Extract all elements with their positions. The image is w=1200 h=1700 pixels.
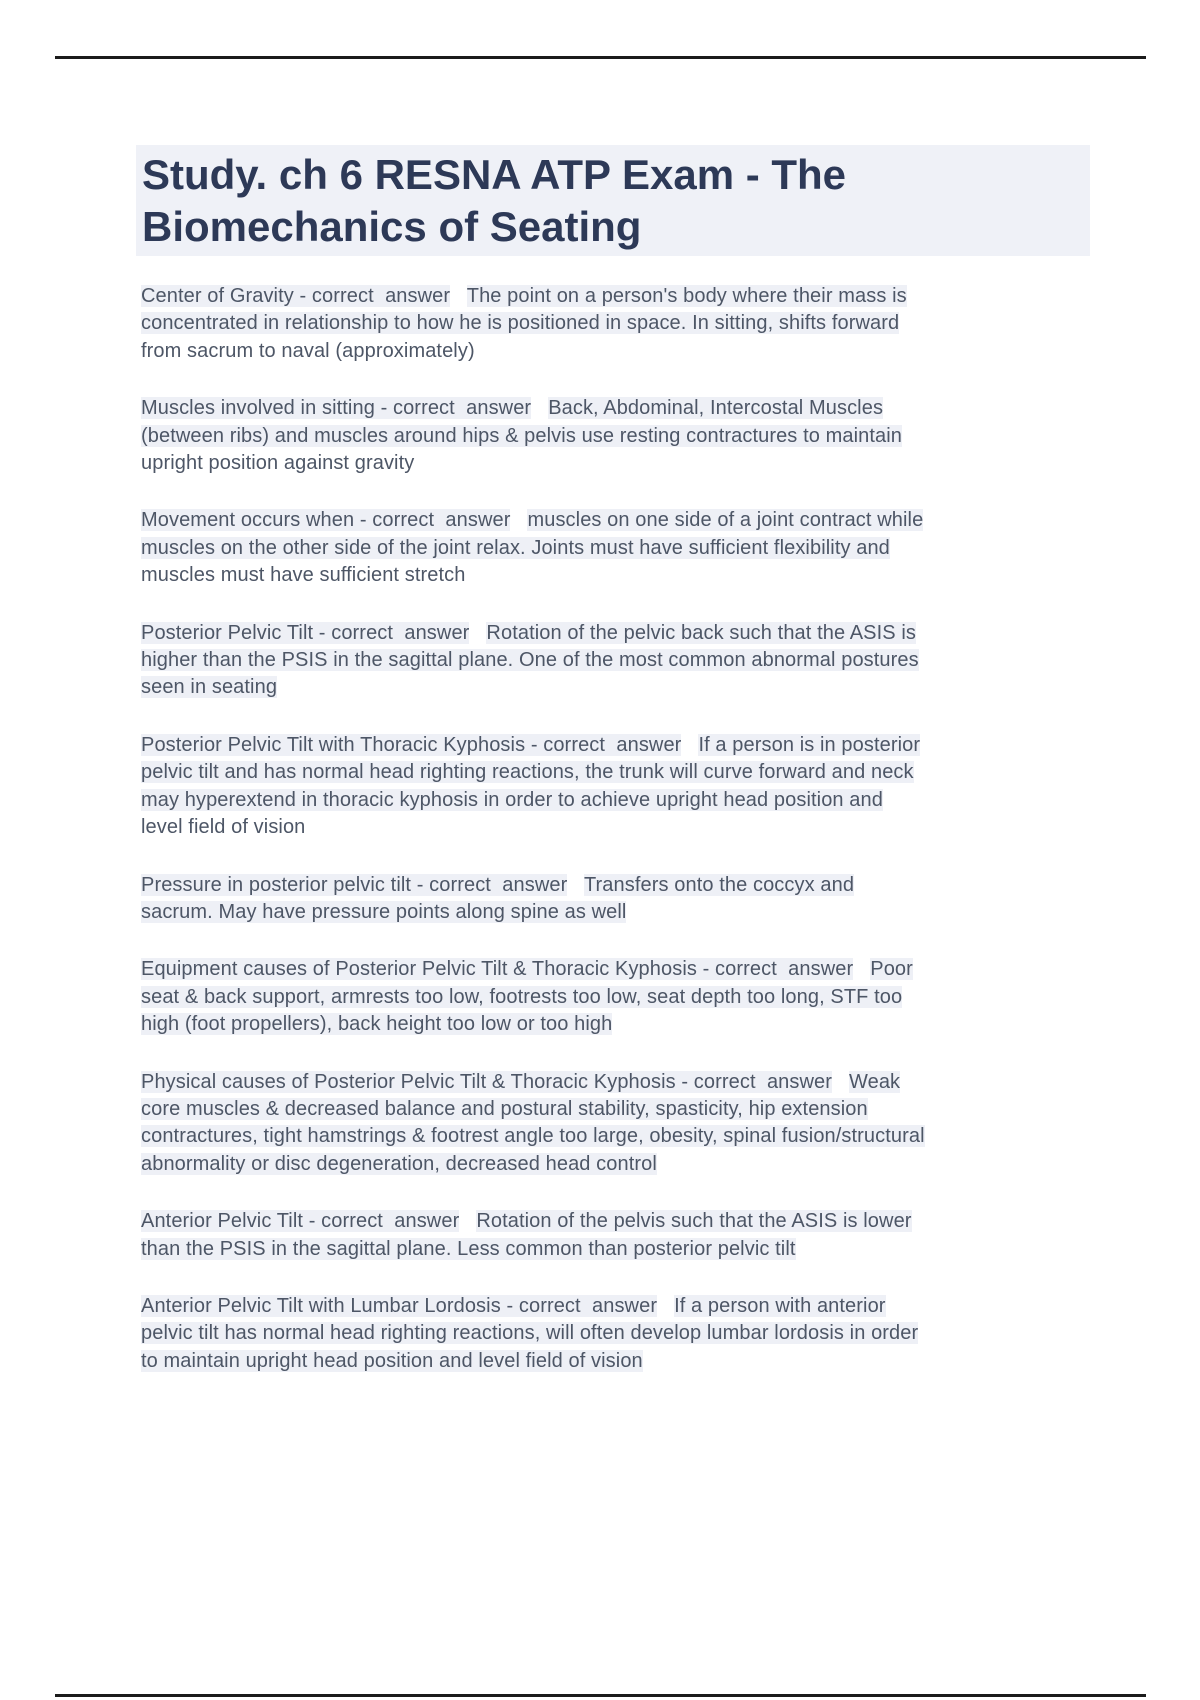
qa-paragraph [141,956,1131,1038]
qa-line [141,647,1131,674]
qa-text-highlighted: If a person is in posterior [698,733,921,756]
qa-line [141,1293,1131,1320]
qa-paragraph [141,283,1131,365]
qa-text-highlighted: than the PSIS in the sagittal plane. Less common than posterior pelvic tilt [141,1237,796,1260]
qa-text-highlighted: Posterior Pelvic Tilt - correct answer [141,621,470,644]
qa-text-highlighted: muscles on one side of a joint contract while [527,509,924,532]
document-title [136,145,1090,256]
qa-paragraph [141,732,1131,842]
qa-line [141,562,1131,589]
qa-line [141,310,1131,337]
qa-line [141,1236,1131,1263]
qa-text-highlighted: Center of Gravity - correct answer [141,285,451,307]
qa-text-highlighted: core muscles & decreased balance and postural stability, spasticity, hip extension [141,1097,868,1120]
qa-text-highlighted: Equipment causes of Posterior Pelvic Tilt & Thoracic Kyphosis - correct answer [141,958,854,981]
qa-text [450,285,467,307]
top-horizontal-rule [55,56,1146,59]
qa-text: from sacrum to naval (approximately) [141,339,475,362]
document-title-line-1: Study. ch 6 RESNA ATP Exam - The [142,151,847,198]
qa-text-highlighted: muscles on the other side of the joint relax. Joints must have sufficient flexibility and [141,536,890,559]
qa-line [141,732,1131,759]
qa-text-highlighted: Muscles involved in sitting - correct answer [141,397,532,420]
qa-text-highlighted: high (foot propellers), back height too low or too high [141,1013,613,1036]
qa-line [141,1069,1131,1096]
qa-line [141,1208,1131,1235]
qa-text-highlighted: pelvic tilt and has normal head righting reactions, the trunk will curve forward and neck [141,761,914,784]
qa-line [141,814,1131,841]
qa-text-highlighted: Rotation of the pelvic back such that the ASIS is [486,621,917,644]
qa-line [141,395,1131,422]
qa-text-highlighted: If a person with anterior [674,1294,886,1317]
qa-text [681,734,698,756]
qa-paragraph [141,1208,1131,1263]
qa-paragraph [141,1293,1131,1375]
qa-text [832,1071,849,1093]
qa-text-highlighted: seen in seating [141,676,278,699]
qa-text-highlighted: to maintain upright head position and level field of vision [141,1349,643,1372]
qa-text: upright position against gravity [141,452,415,475]
qa-text [531,397,548,419]
qa-paragraph [141,395,1131,477]
qa-line [141,283,1131,310]
qa-line [141,1320,1131,1347]
qa-line [141,1096,1131,1123]
qa-text-highlighted: concentrated in relationship to how he is positioned in space. In sitting, shifts forward [141,312,900,335]
qa-list [141,283,1131,1405]
qa-text [853,958,870,980]
qa-text-highlighted: higher than the PSIS in the sagittal plane. One of the most common abnormal postures [141,649,919,672]
qa-line [141,984,1131,1011]
qa-line [141,423,1131,450]
qa-text-highlighted: Anterior Pelvic Tilt - correct answer [141,1210,460,1233]
qa-paragraph [141,872,1131,927]
qa-text-highlighted: Transfers onto the coccyx and [583,873,855,896]
qa-paragraph [141,507,1131,589]
qa-line [141,338,1131,365]
qa-text [567,874,584,896]
qa-line [141,1151,1131,1178]
qa-paragraph [141,620,1131,702]
qa-line [141,872,1131,899]
qa-text-highlighted: Rotation of the pelvis such that the ASIS is lower [476,1210,912,1233]
qa-text-highlighted: (between ribs) and muscles around hips & pelvis use resting contractures to maintain [141,424,902,447]
qa-text-highlighted: Movement occurs when - correct answer [141,509,511,532]
qa-text [459,1210,476,1232]
qa-line [141,674,1131,701]
qa-text-highlighted: may hyperextend in thoracic kyphosis in order to achieve upright head position and [141,788,883,811]
qa-text-highlighted: sacrum. May have pressure points along spine as well [141,900,627,923]
qa-text-highlighted: seat & back support, armrests too low, footrests too low, seat depth too long, STF too [141,985,903,1008]
qa-line [141,450,1131,477]
qa-text-highlighted: Pressure in posterior pelvic tilt - correct answer [141,873,568,896]
qa-line [141,535,1131,562]
qa-line [141,759,1131,786]
qa-line [141,620,1131,647]
qa-text-highlighted: Poor [870,958,913,981]
qa-line [141,507,1131,534]
qa-text-highlighted: contractures, tight hamstrings & footrest angle too large, obesity, spinal fusion/structural [141,1125,925,1148]
qa-text [469,622,486,644]
qa-line [141,787,1131,814]
qa-line [141,899,1131,926]
qa-text-highlighted: Physical causes of Posterior Pelvic Tilt & Thoracic Kyphosis - correct answer [141,1070,833,1093]
qa-text: muscles must have sufficient stretch [141,564,466,587]
qa-text-highlighted: Anterior Pelvic Tilt with Lumbar Lordosis - correct answer [141,1294,658,1317]
qa-text-highlighted: Posterior Pelvic Tilt with Thoracic Kyphosis - correct answer [141,733,682,756]
qa-text-highlighted: Weak [849,1070,901,1093]
qa-text [510,509,527,531]
qa-text-highlighted: The point on a person's body where their mass is [466,285,907,307]
bottom-horizontal-rule [55,1694,1146,1697]
qa-paragraph [141,1069,1131,1179]
qa-text: level field of vision [141,816,306,839]
qa-text-highlighted: abnormality or disc degeneration, decreased head control [141,1152,657,1175]
qa-line [141,1011,1131,1038]
qa-line [141,1123,1131,1150]
qa-line [141,956,1131,983]
document-title-line-2: Biomechanics of Seating [142,203,642,250]
qa-text-highlighted: Back, Abdominal, Intercostal Muscles [548,397,884,420]
qa-text [657,1295,674,1317]
qa-line [141,1348,1131,1375]
qa-text-highlighted: pelvic tilt has normal head righting reactions, will often develop lumbar lordosis in order [141,1322,919,1345]
